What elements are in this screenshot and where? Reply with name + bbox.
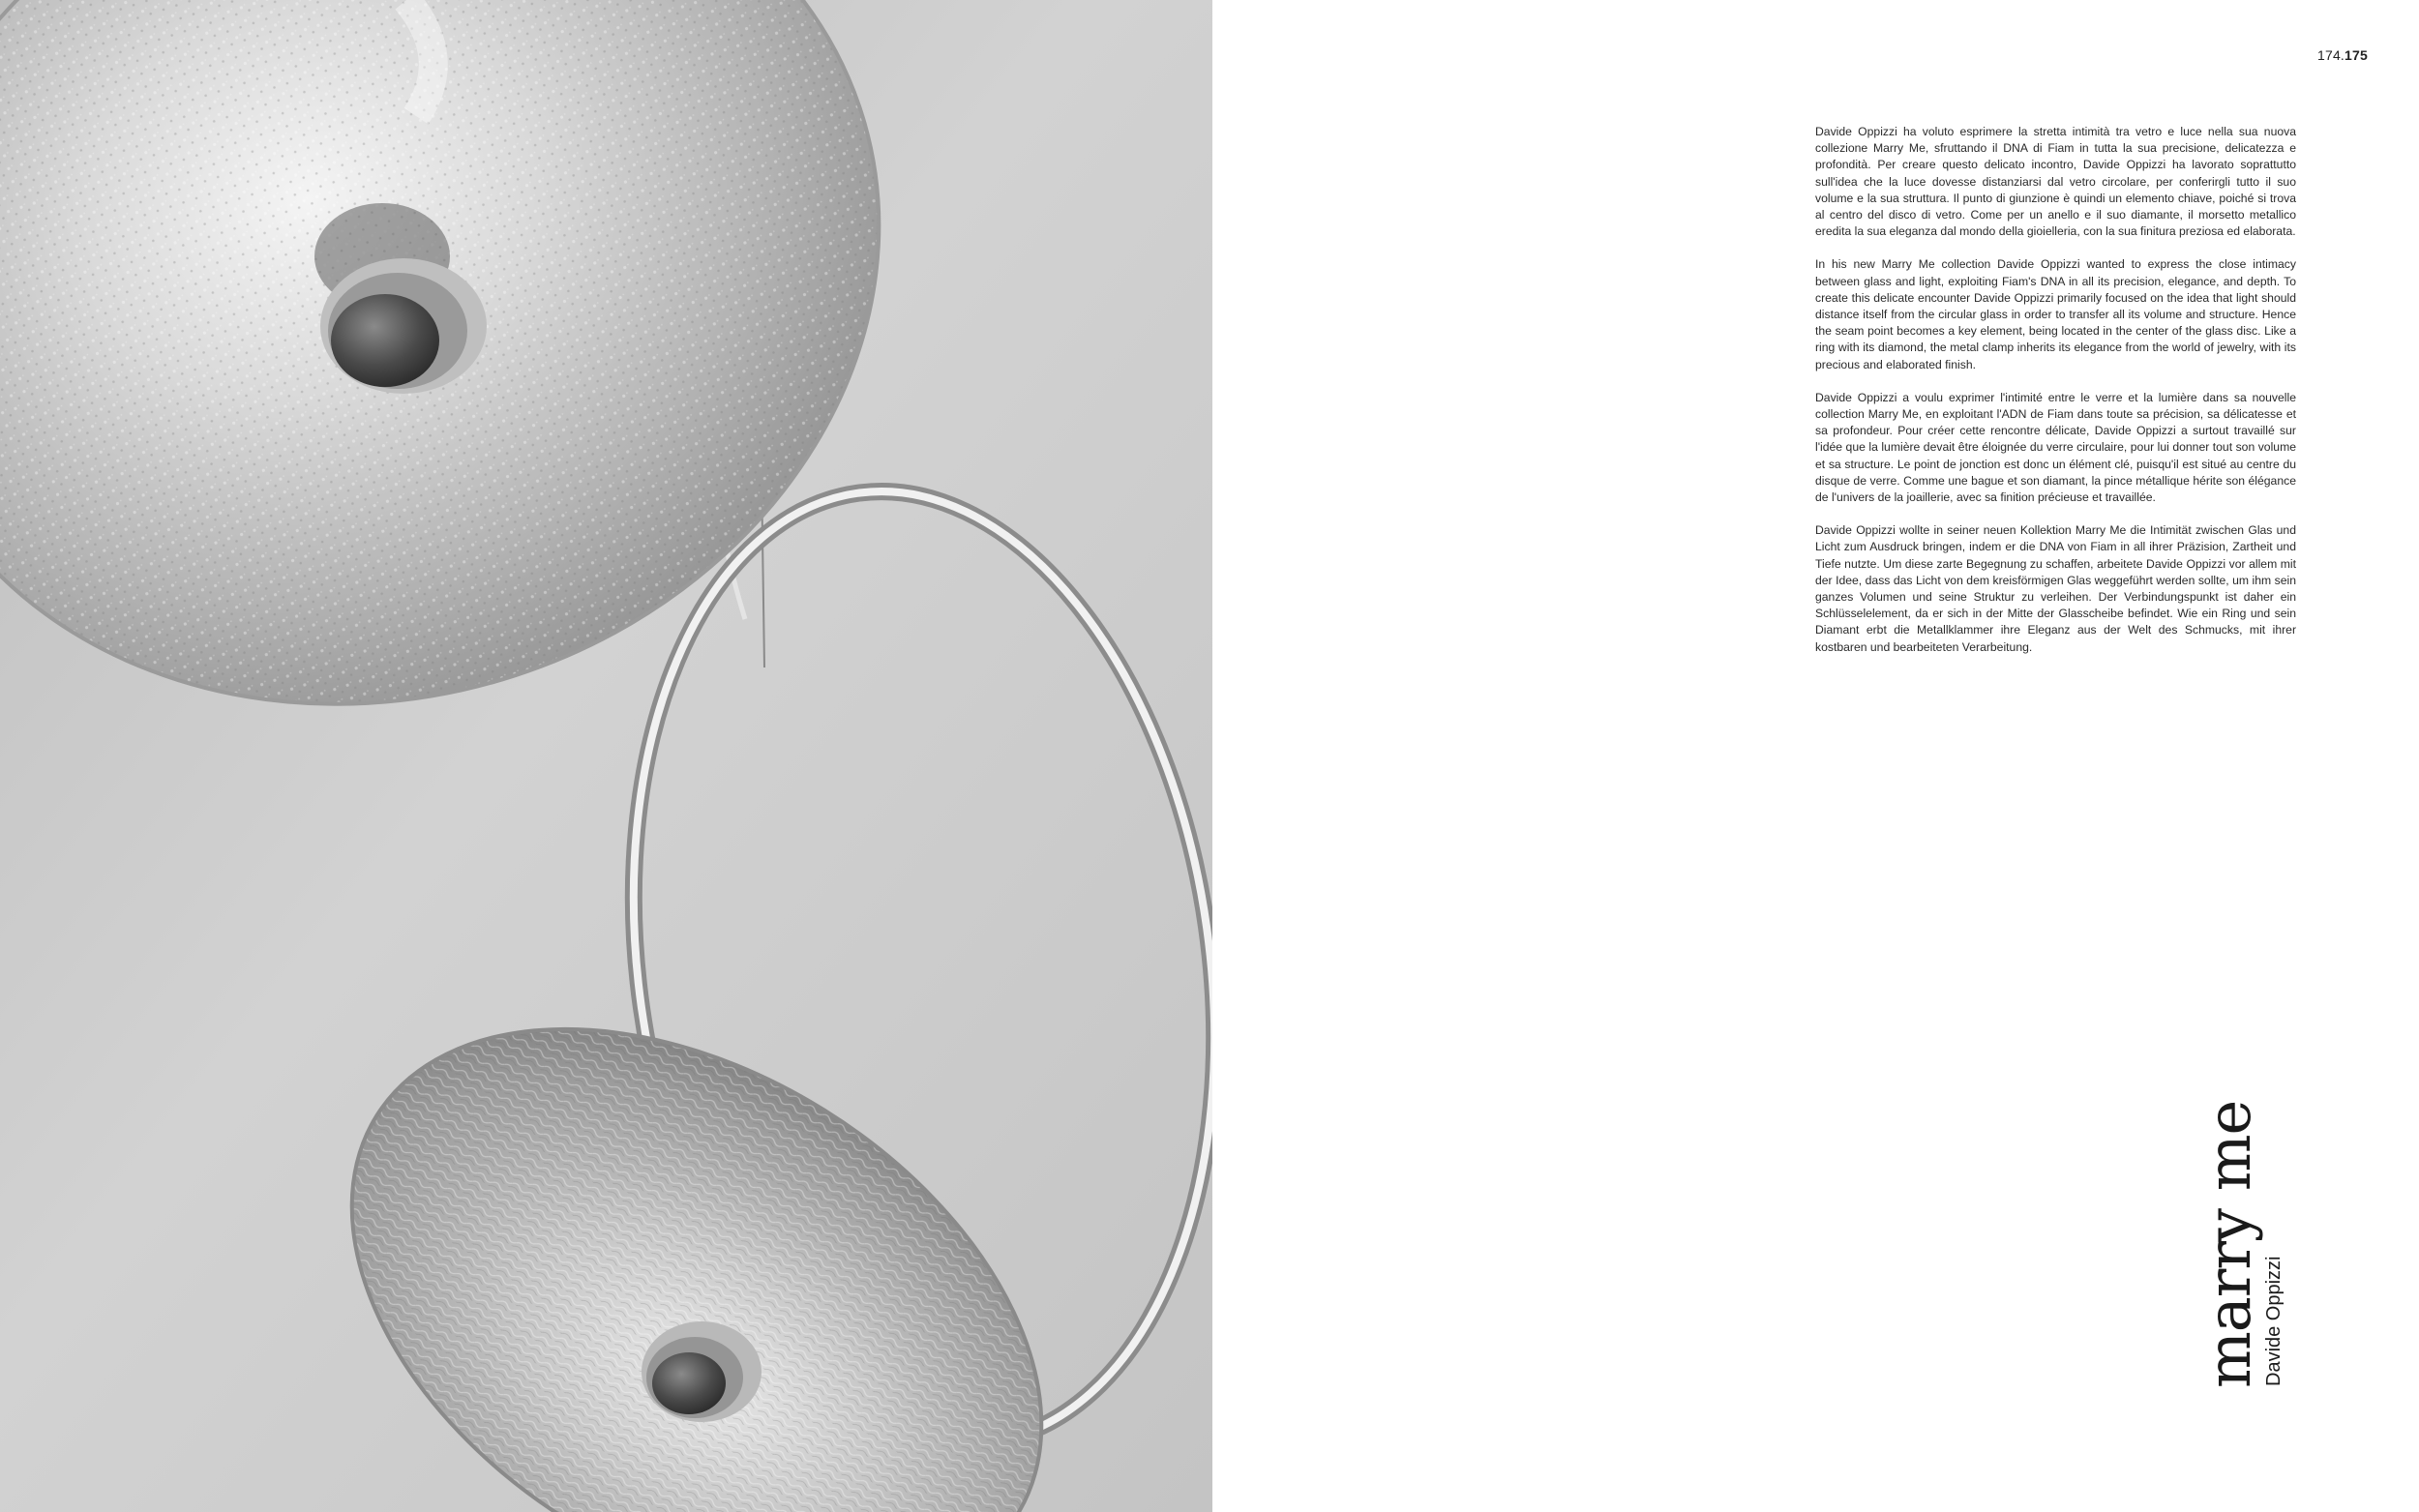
upper-metal-clamp — [320, 258, 487, 394]
body-copy — [1815, 124, 2296, 672]
paragraph-french: Davide Oppizzi a voulu exprimer l'intimité entre le verre et la lumière dans sa nouvelle collection Marry Me, en exploitant l'ADN de Fiam dans toute sa précision, sa délicatesse et sa profondeur. Pour créer cette rencontre délicate, Davide Oppizzi a surtout travaillé sur l'idée que la lumière devait être éloignée du verre circulaire, pour lui donner tout son volume et sa structure. Le point de jonction est donc un élément clé, puisqu'il est situé au centre du disque de verre. Comme une bague et son diamant, la pince métallique hérite son élégance de l'univers de la joaillerie, avec sa finition précieuse et travaillée. — [1815, 390, 2296, 505]
paragraph-german: Davide Oppizzi wollte in seiner neuen Kollektion Marry Me die Intimität zwischen Glas und Licht zum Ausdruck bringen, indem er die DNA von Fiam in all ihrer Präzision, Zartheit und Tiefe nutzte. Um diese zarte Begegnung zu schaffen, arbeitete Davide Oppizzi vor allem mit der Idee, dass das Licht von dem kreisförmigen Glas weggeführt werden sollte, um ihm sein ganzes Volumen und seine Struktur zu verleihen. Der Verbindungspunkt ist daher ein Schlüsselelement, da er sich in der Mitte der Glasscheibe befindet. Wie ein Ring und sein Diamant erbt die Metallklammer ihre Eleganz aus der Welt des Schmucks, mit ihrer kostbaren und bearbeiteten Verarbeitung. — [1815, 523, 2296, 654]
text-page — [1212, 0, 2419, 1512]
paragraph-italian: Davide Oppizzi ha voluto esprimere la stretta intimità tra vetro e luce nella sua nuova collezione Marry Me, sfruttando il DNA di Fiam in tutta la sua precisione, delicatezza e profondità. Per creare questo delicato incontro, Davide Oppizzi ha lavorato soprattutto sull'idea che la luce dovesse distanziarsi dal vetro circolare, per conferirgli tutto il suo volume e la sua struttura. Il punto di giunzione è quindi un elemento chiave, poiché si trova al centro del disco di vetro. Come per un anello e il suo diamante, il morsetto metallico eredita la sua eleganza dal mondo della gioielleria, con la sua finitura preziosa ed elaborata. — [1815, 125, 2296, 239]
page-number-current: 175 — [2344, 47, 2368, 63]
designer-name: Davide Oppizzi — [2263, 1256, 2285, 1386]
paragraph-english: In his new Marry Me collection Davide Oppizzi wanted to express the close intimacy between glass and light, exploiting Fiam's DNA in all its precision, elegance, and depth. To create this delicate encounter Davide Oppizzi primarily focused on the idea that light should distance itself from the circular glass in order to transfer all its volume and structure. Hence the seam point becomes a key element, being located in the center of the glass disc. Like a ring with its diamond, the metal clamp inherits its elegance from the world of jewelry, with its precious and elaborated finish. — [1815, 257, 2296, 371]
page-number-prefix: 174. — [2316, 47, 2345, 63]
lower-metal-clamp — [642, 1321, 762, 1422]
page-number — [2317, 47, 2368, 63]
title-block — [2194, 1054, 2305, 1388]
collection-title: marry me — [2194, 1100, 2264, 1388]
